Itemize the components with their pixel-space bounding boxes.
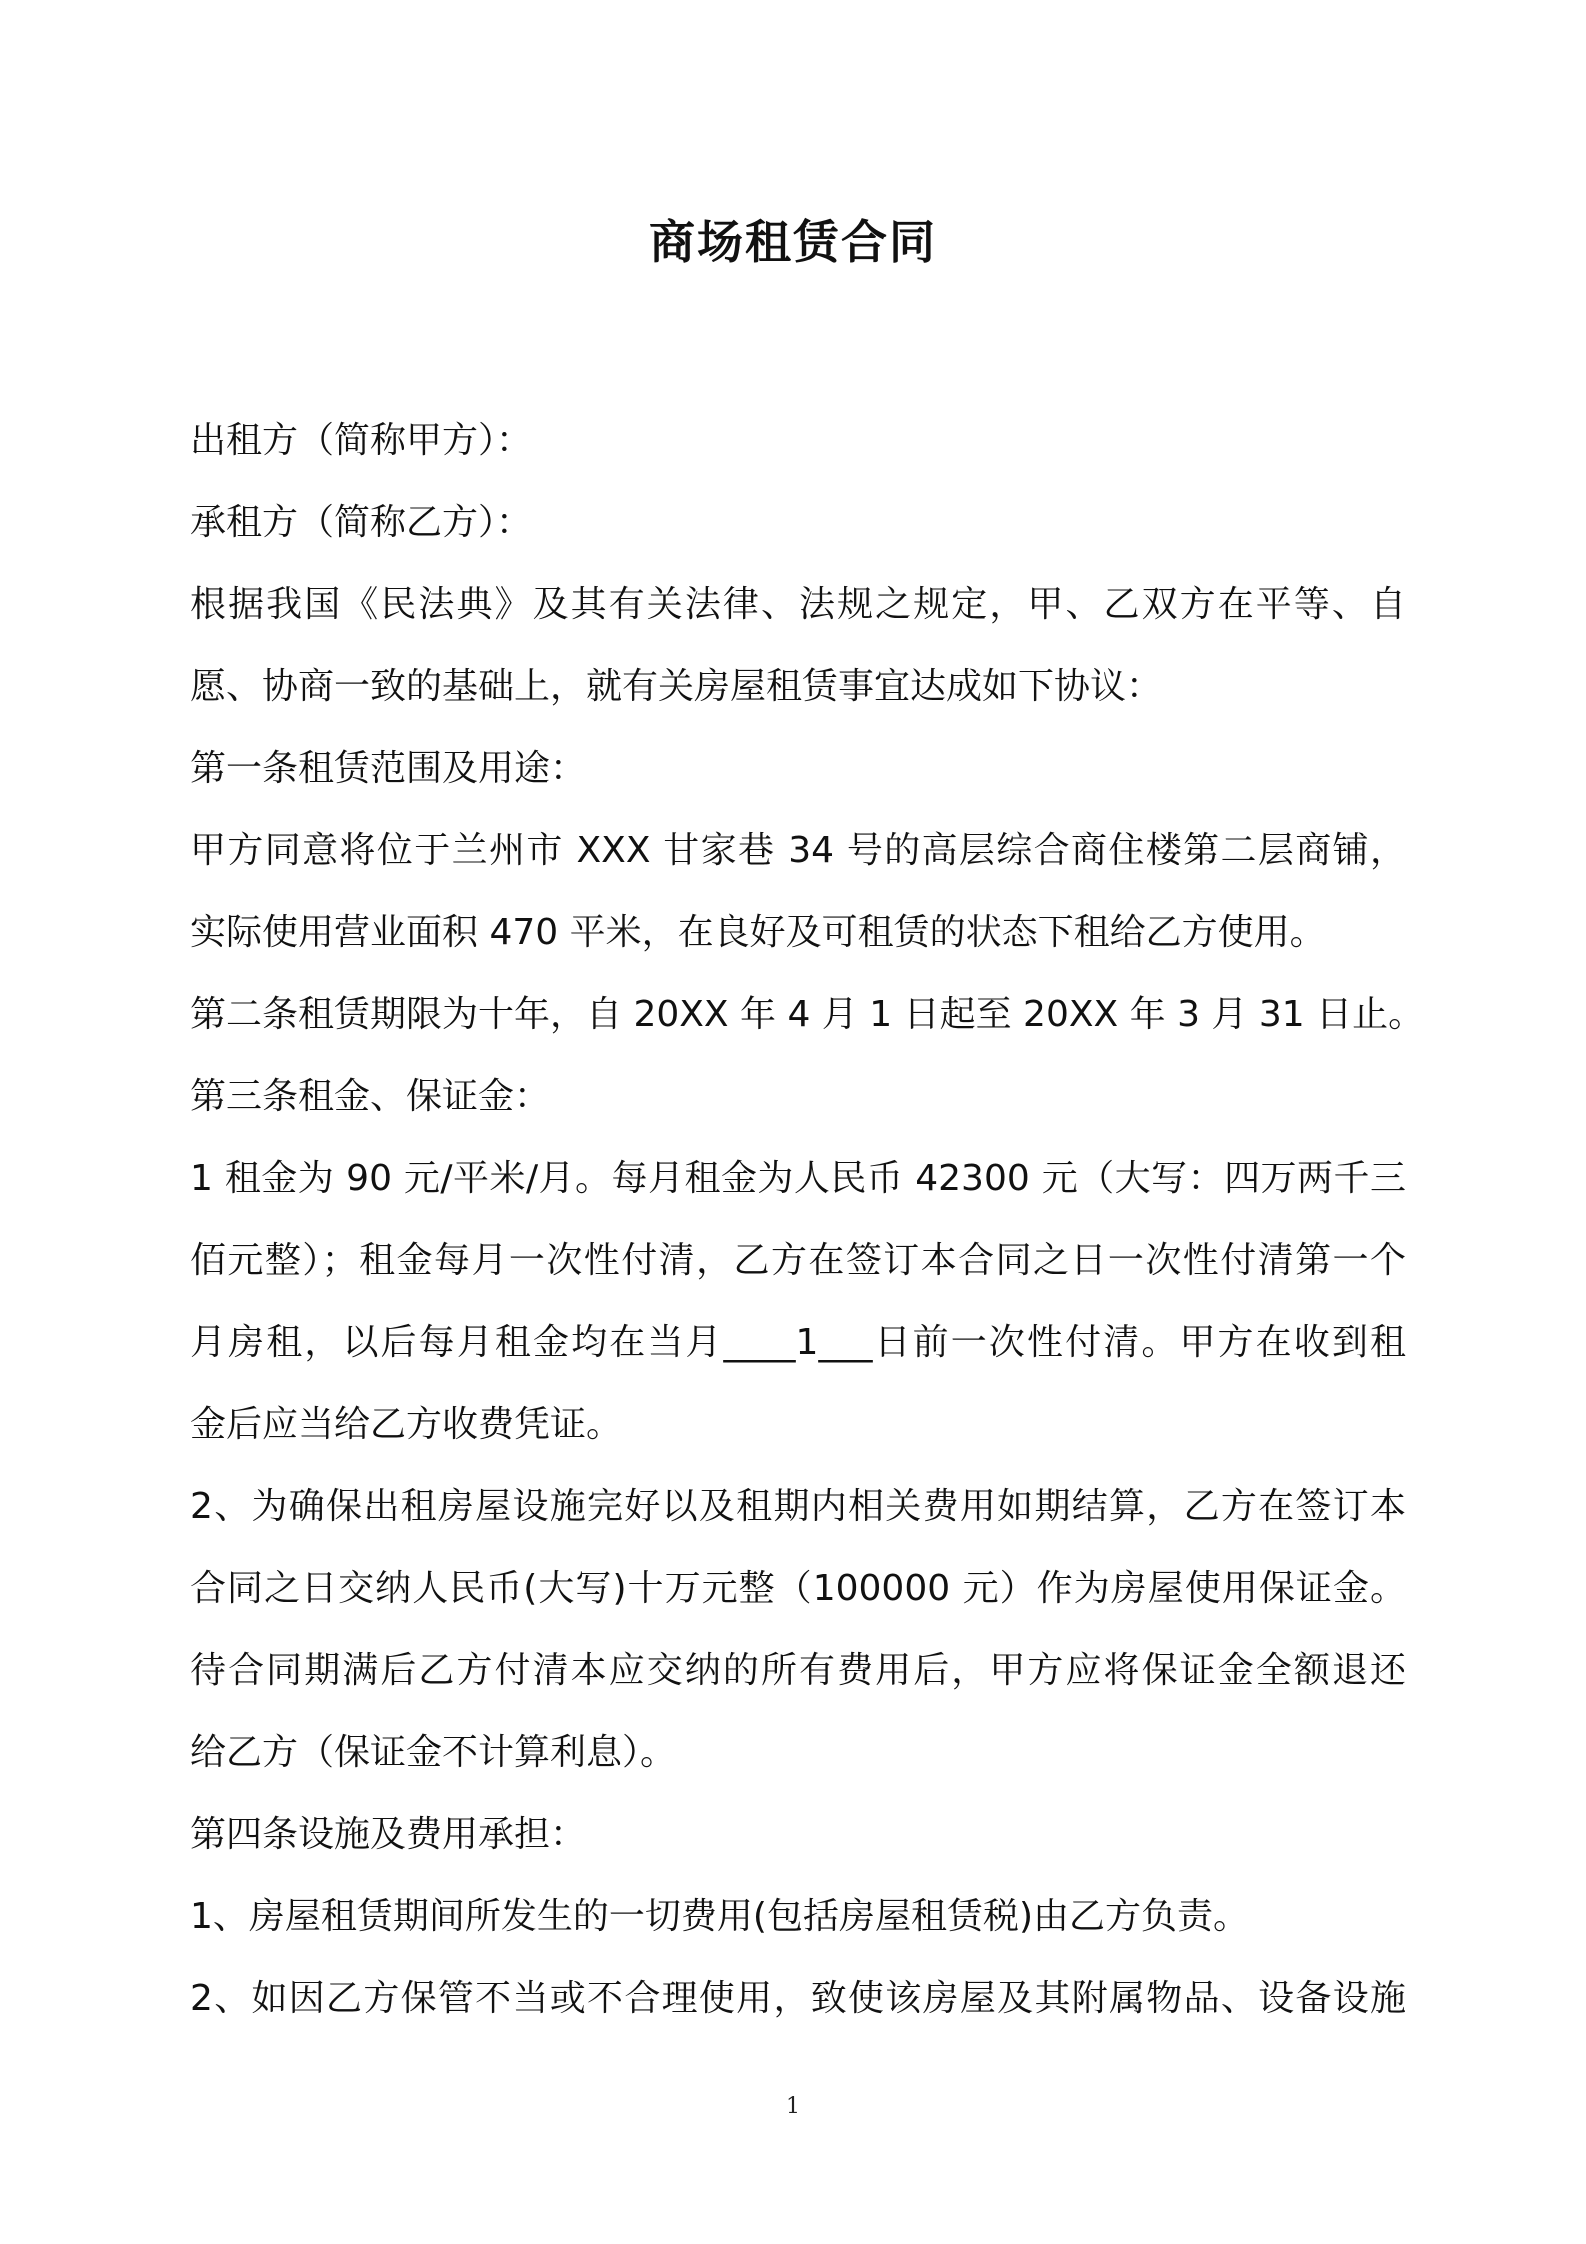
article-1-line-2: 实际使用营业面积 470 平米，在良好及可租赁的状态下租给乙方使用。: [190, 912, 1326, 953]
deposit-line-3: 待合同期满后乙方付清本应交纳的所有费用后，甲方应将保证金全额退还: [190, 1650, 1406, 1691]
lessee-line: 承租方（简称乙方）：: [190, 502, 533, 543]
contract-body: [190, 400, 1425, 2040]
facilities-line-1: 1、房屋租赁期间所发生的一切费用(包括房屋租赁税)由乙方负责。: [190, 1896, 1249, 1937]
page-number: 1: [786, 2094, 800, 2119]
rent-line-2: 佰元整）；租金每月一次性付清，乙方在签订本合同之日一次性付清第一个: [190, 1240, 1406, 1281]
contract-title: 商场租赁合同: [649, 215, 937, 269]
rent-line-3: 月房租，以后每月租金均在当月____1___日前一次性付清。甲方在收到租: [190, 1322, 1406, 1363]
article-1-heading: 第一条租赁范围及用途：: [190, 748, 587, 789]
preamble-line-2: 愿、协商一致的基础上，就有关房屋租赁事宜达成如下协议：: [190, 666, 1163, 707]
rent-line-4: 金后应当给乙方收费凭证。: [190, 1404, 623, 1445]
article-4-heading: 第四条设施及费用承担：: [190, 1814, 587, 1855]
lessor-line: 出租方（简称甲方）：: [190, 420, 533, 461]
article-2-line: 第二条租赁期限为十年，自 20XX 年 4 月 1 日起至 20XX 年 3 月 31 日止。: [190, 994, 1425, 1035]
deposit-line-2: 合同之日交纳人民币(大写)十万元整（100000 元）作为房屋使用保证金。: [190, 1568, 1406, 1609]
deposit-line-4: 给乙方（保证金不计算利息）。: [190, 1732, 677, 1773]
article-3-heading: 第三条租金、保证金：: [190, 1076, 551, 1117]
rent-line-1: 1 租金为 90 元/平米/月。每月租金为人民币 42300 元（大写：四万两千三: [190, 1158, 1406, 1199]
preamble-line-1: 根据我国《民法典》及其有关法律、法规之规定，甲、乙双方在平等、自: [190, 584, 1406, 625]
article-1-line-1: 甲方同意将位于兰州市 XXX 甘家巷 34 号的高层综合商住楼第二层商铺，: [190, 830, 1406, 871]
deposit-line-1: 2、为确保出租房屋设施完好以及租期内相关费用如期结算，乙方在签订本: [190, 1486, 1406, 1527]
facilities-line-2: 2、如因乙方保管不当或不合理使用，致使该房屋及其附属物品、设备设施: [190, 1978, 1406, 2019]
